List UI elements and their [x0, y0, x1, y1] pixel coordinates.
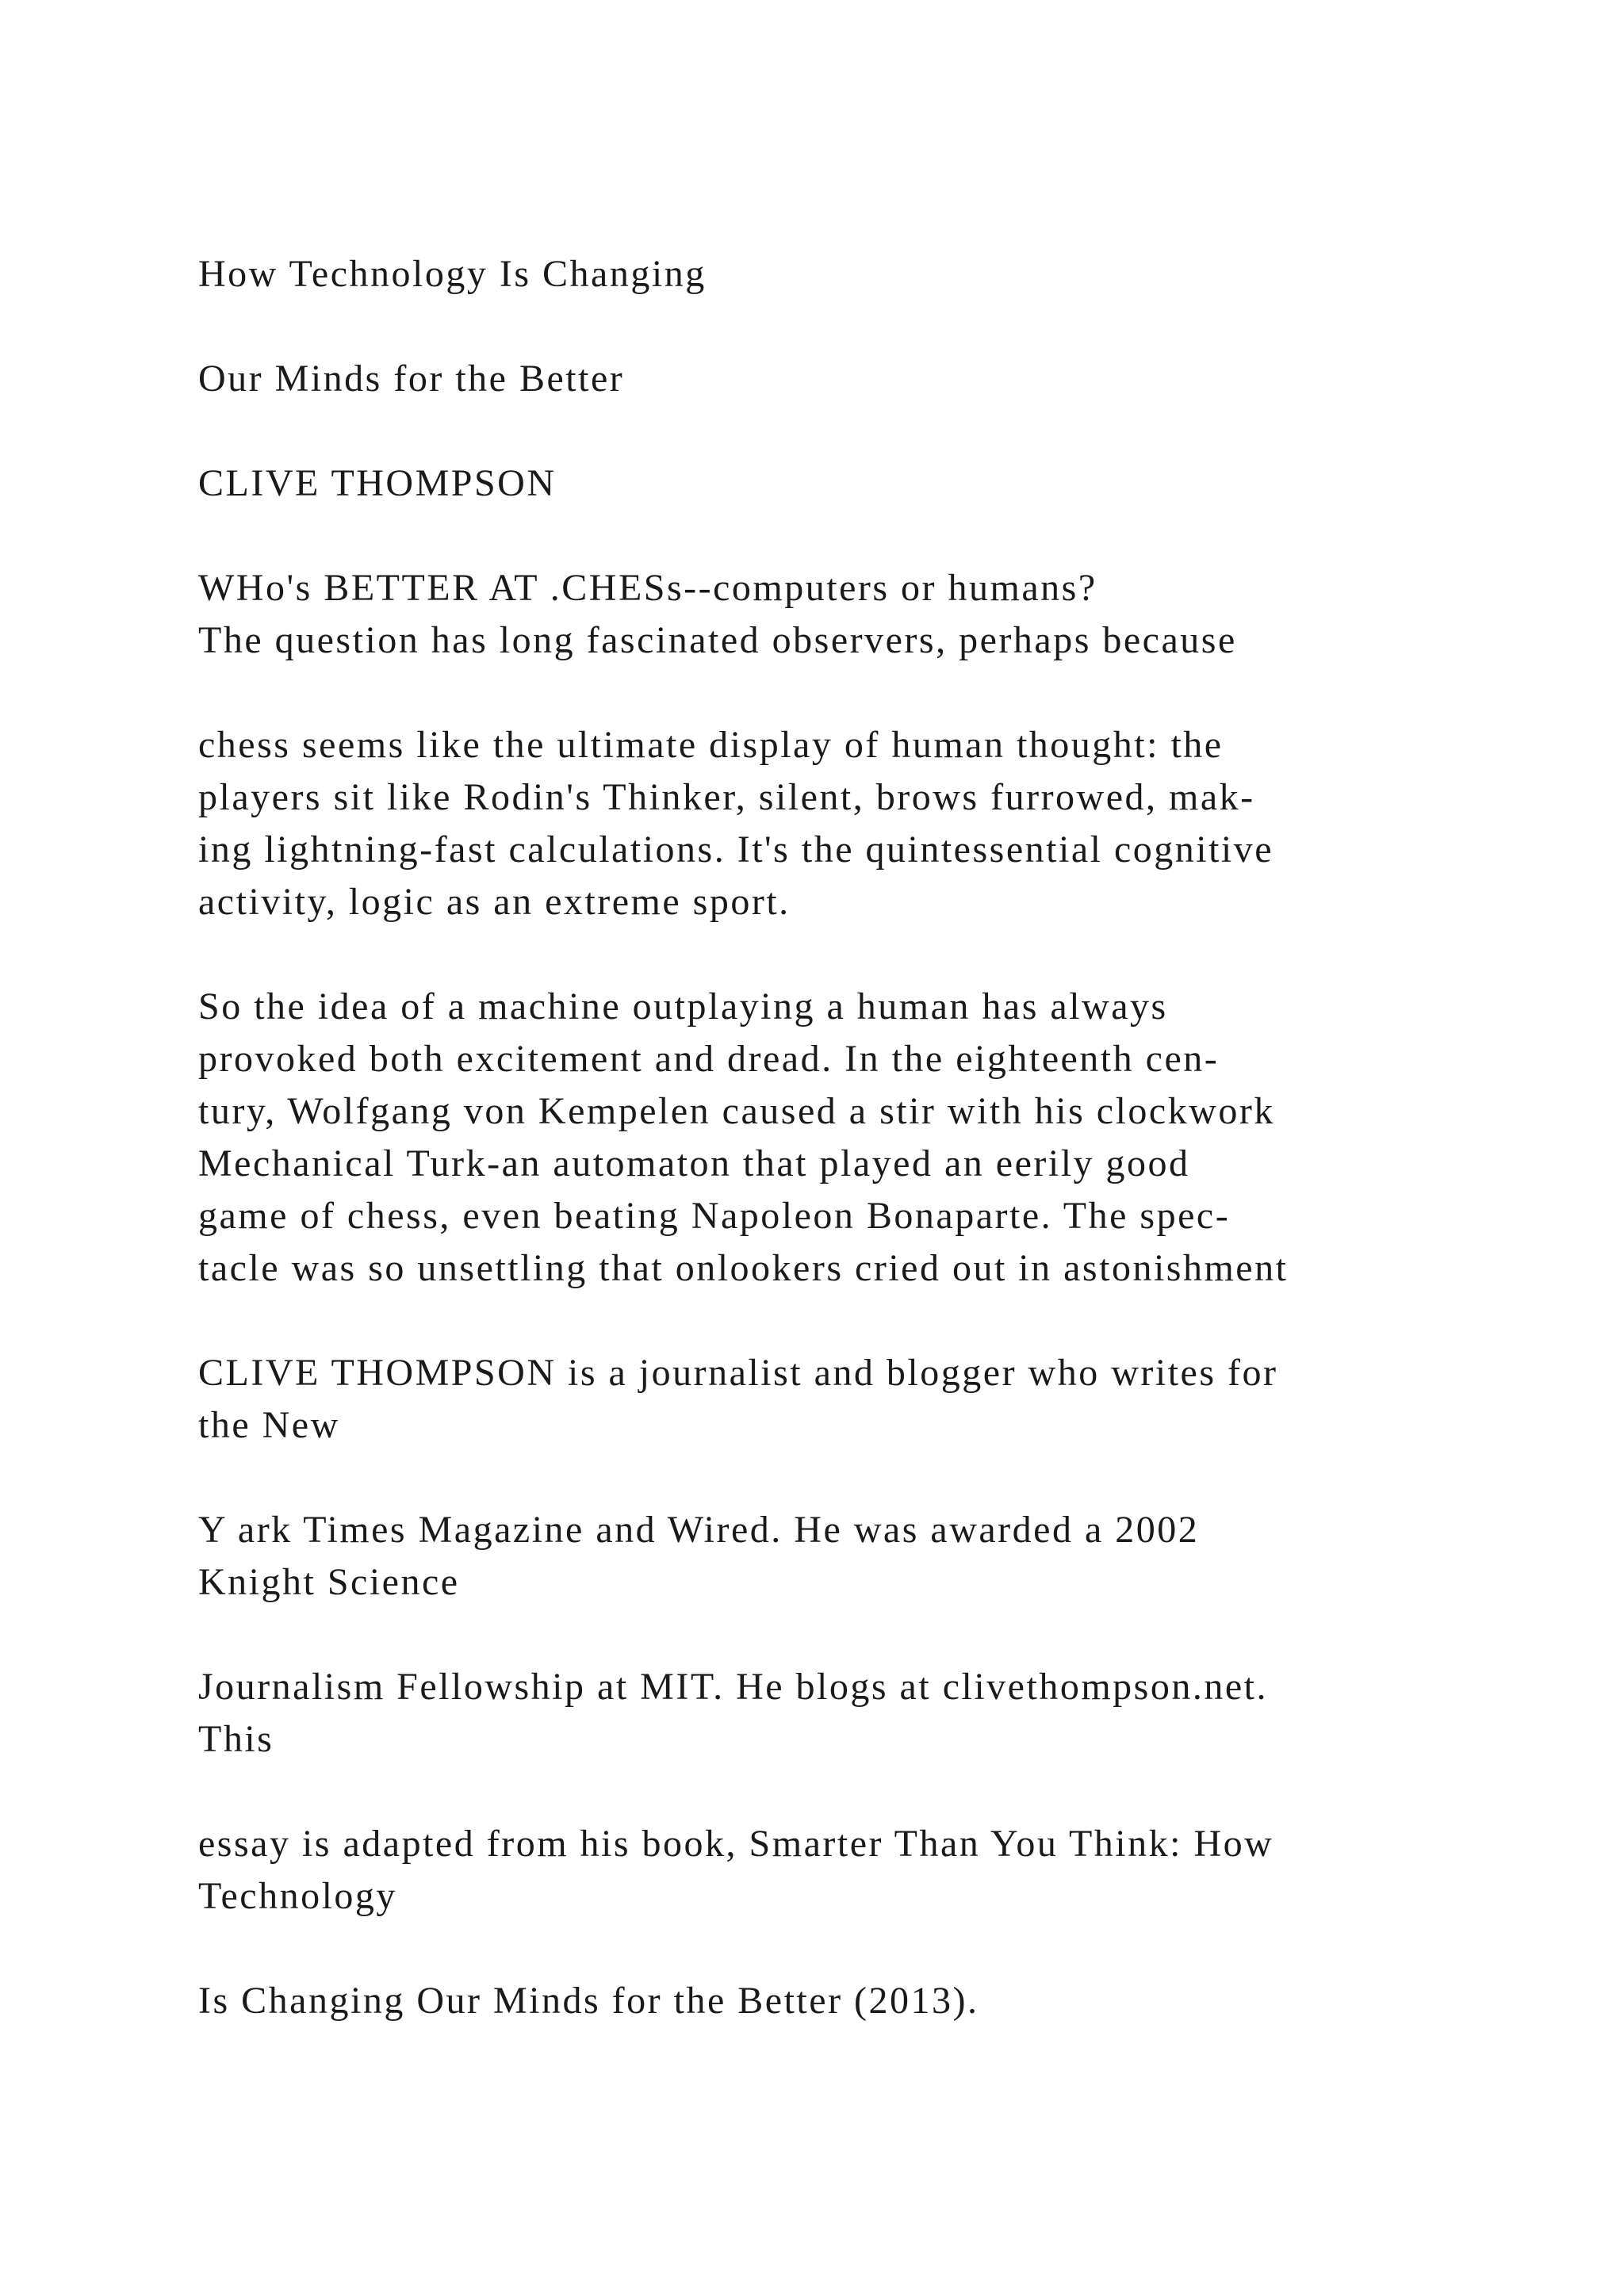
author-bio-2	[198, 1504, 1546, 1609]
author-bio-line: essay is adapted from his book, Smarter Than You Think: How	[198, 1823, 1274, 1865]
paragraph-2-line: players sit like Rodin's Thinker, silent, brows furrowed, mak-	[198, 776, 1255, 818]
paragraph-3-line: tury, Wolfgang von Kempelen caused a stir with his clockwork	[198, 1090, 1275, 1132]
paragraph-2	[198, 719, 1546, 928]
paragraph-3-line: provoked both excitement and dread. In the eighteenth cen-	[198, 1038, 1220, 1080]
title-line-1: How Technology Is Changing	[198, 253, 707, 295]
paragraph-2-line: chess seems like the ultimate display of human thought: the	[198, 724, 1224, 766]
title-line-2: Our Minds for the Better	[198, 358, 625, 400]
paragraph-1-line: WHo's BETTER AT .CHESs--computers or humans?	[198, 567, 1097, 609]
author-bio-1	[198, 1347, 1546, 1452]
author-bio-line: Knight Science	[198, 1561, 460, 1603]
paragraph-3-line: Mechanical Turk-an automaton that played an eerily good	[198, 1142, 1190, 1184]
author-bio-4	[198, 1818, 1546, 1923]
paragraph-2-line: activity, logic as an extreme sport.	[198, 881, 791, 923]
paragraph-3	[198, 981, 1546, 1295]
author-bio-line: CLIVE THOMPSON is a journalist and blogger who writes for	[198, 1352, 1278, 1394]
author-bio-3	[198, 1661, 1546, 1766]
author-name: CLIVE THOMPSON	[198, 462, 557, 504]
paragraph-3-line: game of chess, even beating Napoleon Bonaparte. The spec-	[198, 1195, 1231, 1237]
paragraph-3-line: So the idea of a machine outplaying a human has always	[198, 985, 1168, 1027]
author-bio-line: the New	[198, 1404, 340, 1446]
paragraph-3-line: tacle was so unsettling that onlookers cried out in astonishment	[198, 1247, 1289, 1289]
paragraph-2-line: ing lightning-fast calculations. It's the quintessential cognitive	[198, 828, 1274, 871]
author-bio-line: Y ark Times Magazine and Wired. He was awarded a 2002	[198, 1509, 1200, 1551]
author-bio-line: Technology	[198, 1875, 397, 1917]
paragraph-1-line: The question has long fascinated observers, perhaps because	[198, 619, 1237, 661]
author-bio-line: This	[198, 1718, 274, 1760]
author-bio-5: Is Changing Our Minds for the Better (2013).	[198, 1980, 979, 2022]
paragraph-1	[198, 562, 1546, 667]
author-bio-line: Journalism Fellowship at MIT. He blogs at clivethompson.net.	[198, 1666, 1268, 1708]
